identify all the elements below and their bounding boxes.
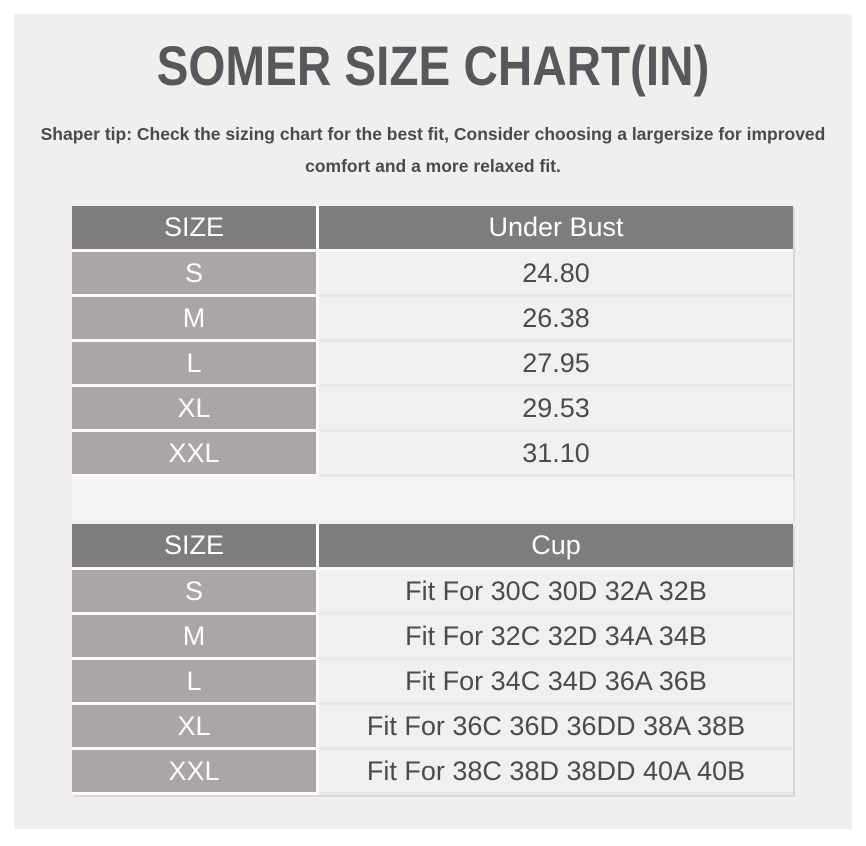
table-row (72, 387, 793, 432)
size-cell: L (72, 342, 319, 387)
size-cell: XXL (72, 750, 319, 795)
table-row (72, 750, 793, 795)
table-row (72, 252, 793, 297)
size-cell: XL (72, 705, 319, 750)
size-cell: S (72, 252, 319, 297)
size-column-header: SIZE (72, 524, 319, 570)
value-cell: 24.80 (319, 252, 793, 297)
size-cell: L (72, 660, 319, 705)
page-title: SOMER SIZE CHART(IN) (156, 34, 710, 97)
size-cell: XL (72, 387, 319, 432)
table-row (72, 615, 793, 660)
value-cell: Fit For 38C 38D 38DD 40A 40B (319, 750, 793, 795)
table-row (72, 297, 793, 342)
size-cell: XXL (72, 432, 319, 477)
table-row (72, 705, 793, 750)
cup-table (72, 524, 793, 795)
table-spacer-row (72, 477, 793, 521)
size-cell: M (72, 615, 319, 660)
table-header-row (72, 524, 793, 570)
value-cell: Fit For 32C 32D 34A 34B (319, 615, 793, 660)
under-bust-column-header: Under Bust (319, 206, 793, 252)
tables-container (72, 206, 793, 795)
table-row (72, 660, 793, 705)
value-cell: Fit For 30C 30D 32A 32B (319, 570, 793, 615)
table-row (72, 342, 793, 387)
size-column-header: SIZE (72, 206, 319, 252)
value-cell: Fit For 34C 34D 36A 36B (319, 660, 793, 705)
value-cell: 27.95 (319, 342, 793, 387)
cup-column-header: Cup (319, 524, 793, 570)
size-chart-panel (14, 14, 852, 829)
table-row (72, 570, 793, 615)
table-header-row (72, 206, 793, 252)
size-cell: M (72, 297, 319, 342)
under-bust-table (72, 206, 793, 477)
shaper-tip-text: Shaper tip: Check the sizing chart for the best fit, Consider choosing a largersize for improved comfort and a more relaxed fit. (40, 124, 826, 176)
value-cell: Fit For 36C 36D 36DD 38A 38B (319, 705, 793, 750)
value-cell: 26.38 (319, 297, 793, 342)
table-row (72, 432, 793, 477)
value-cell: 31.10 (319, 432, 793, 477)
size-cell: S (72, 570, 319, 615)
value-cell: 29.53 (319, 387, 793, 432)
